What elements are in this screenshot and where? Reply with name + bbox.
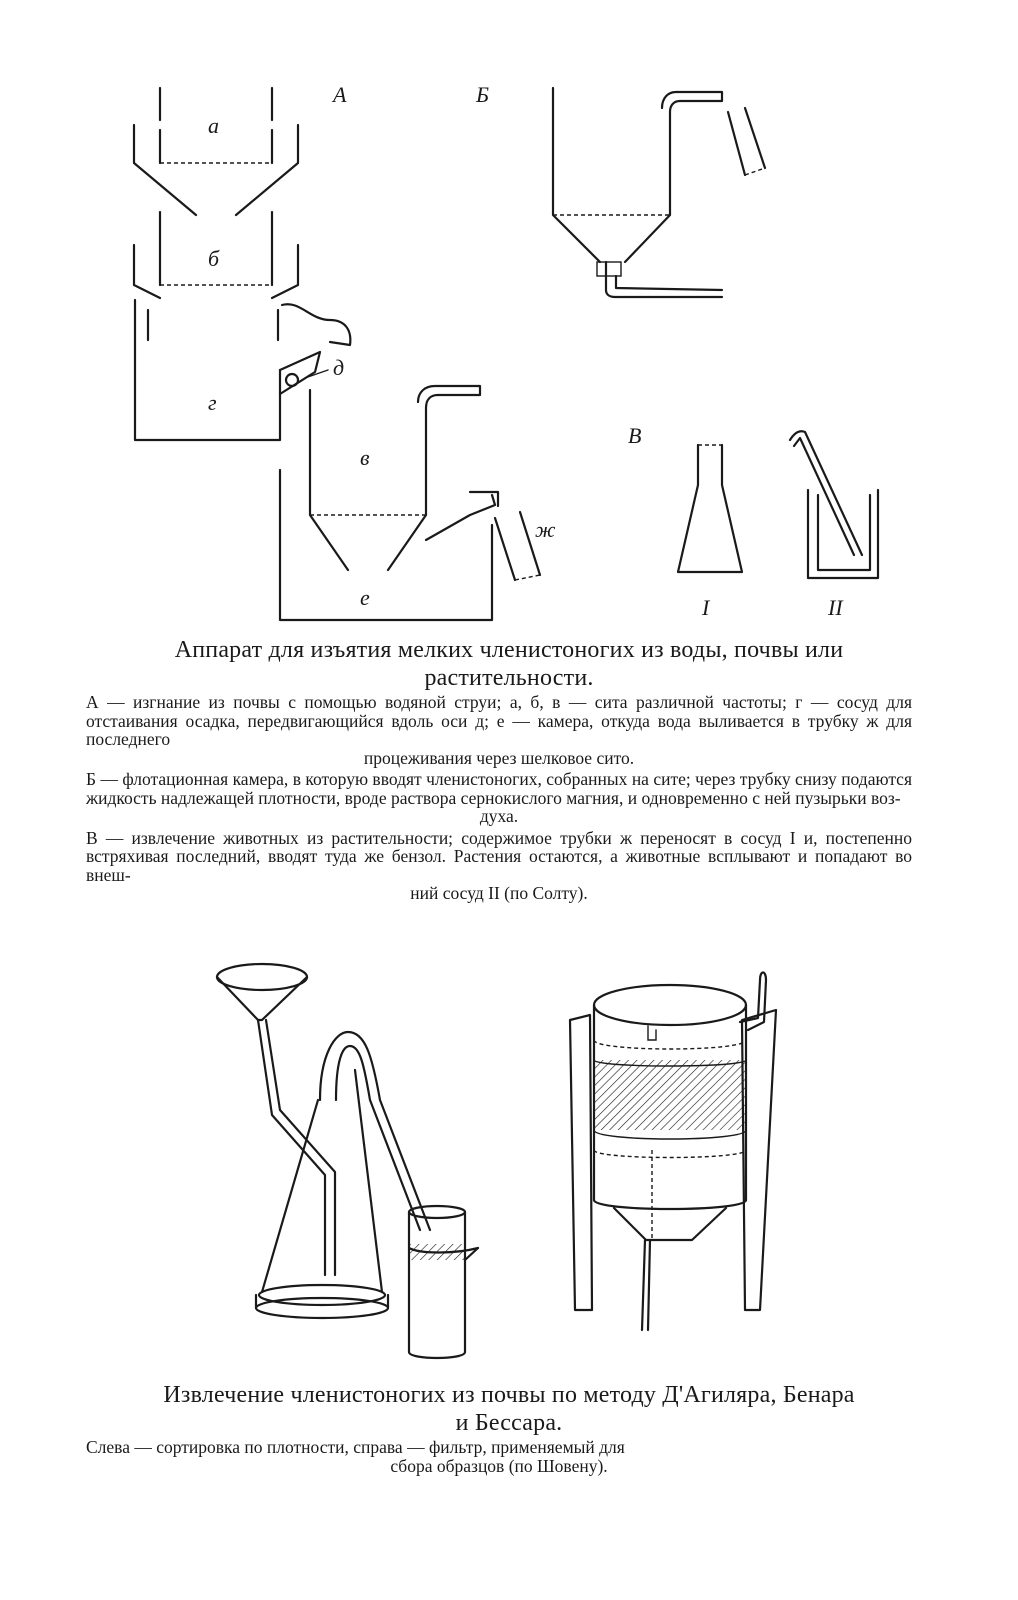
legend-B-last: духа. [479, 806, 519, 826]
figure2-body-line1: Слева — сортировка по плотности, справа — фильтр, применяемый для [86, 1437, 625, 1457]
label-zh: ж [535, 517, 556, 542]
figure2-title-line2: и Бессара. [455, 1410, 563, 1436]
density-sorting-apparatus [217, 964, 478, 1358]
label-b: б [208, 246, 220, 271]
vessel-I [678, 445, 742, 572]
figure2-legend-paragraph [86, 1438, 912, 1475]
chamber-ve [280, 386, 540, 620]
vessel-g [135, 300, 350, 440]
legend-B-text: Б — флотационная камера, в которую вводят членистоногих, собранных на сите; через трубку снизу подаются жидкость надлежащей плотности, вроде раствора сернокислого магния, и одновременно с ней пузырьки воз- [86, 769, 912, 808]
legend-V-text: В — извлечение животных из растительности; содержимое трубки ж переносят в сосуд I и, постепенно встряхивая последний, вводят туда же бензол. Растения остаются, а животные всплывают и попадают во внеш- [86, 827, 912, 885]
figure2-title [80, 1381, 938, 1437]
figure2-legend [86, 1438, 912, 1478]
figure2-title-line1: Извлечение членистоногих из почвы по методу Д'Агиляра, Бенара [163, 1382, 855, 1408]
figure1-title-line2: растительности. [424, 665, 594, 691]
figure2-body-line2: сбора образцов (по Шовену). [390, 1455, 608, 1476]
label-I: I [702, 595, 710, 620]
label-V: В [628, 423, 642, 448]
legend-A-last: процеживания через шелковое сито. [363, 747, 635, 768]
label-B: Б [476, 82, 489, 107]
figure1-title [80, 636, 938, 692]
label-a: а [208, 113, 219, 138]
label-II: II [828, 595, 843, 620]
apparatus-diagram [0, 0, 1018, 640]
figure1-title-line1: Аппарат для изъятия мелких членистоногих из воды, почвы или [174, 637, 844, 663]
sieve-a [134, 88, 298, 215]
legend-paragraph-V [86, 829, 912, 903]
legend-paragraph-A [86, 693, 912, 767]
label-v: в [360, 445, 370, 470]
vessel-II [790, 431, 878, 578]
legend-A-text: А — изгнание из почвы с помощью водяной струи; а, б, в — сита различной частоты; г — сосуд для отстаивания осадка, передвигающийся вдоль оси д; е — камера, откуда вода выливается в трубку ж для последнего [86, 692, 912, 749]
label-d: д [333, 355, 345, 380]
legend-paragraph-B [86, 770, 912, 826]
label-e: е [360, 585, 370, 610]
extraction-diagram [0, 950, 1018, 1370]
flotation-chamber [553, 88, 765, 297]
label-A: А [333, 82, 347, 107]
figure1-legend [86, 693, 912, 906]
legend-V-last: ний сосуд II (по Солту). [410, 883, 588, 903]
filter-apparatus [570, 973, 776, 1331]
label-g: г [208, 390, 217, 415]
